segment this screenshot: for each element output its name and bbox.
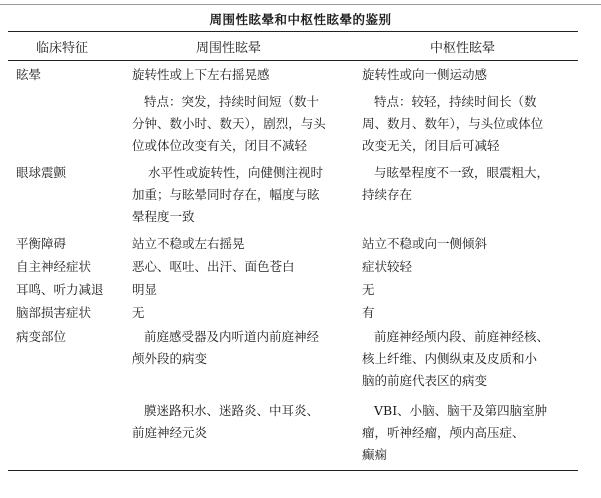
row-label-balance: 平衡障碍: [16, 236, 67, 251]
cell-causes-central-line2: 瘤，听神经瘤，颅内高压症、: [362, 425, 525, 440]
cell-lesion-central-line3: 脑的前庭代表区的病变: [362, 373, 488, 388]
cell-causes-central-line3: 癫痫: [362, 447, 388, 462]
cell-lesion-central-line2: 核上纤维、内侧纵束及皮质和小: [362, 351, 538, 366]
cell-brain-peripheral: 无: [132, 305, 145, 320]
row-label-nystagmus: 眼球震颤: [16, 165, 67, 180]
cell-autonomic-peripheral: 恶心、呕吐、出汗、面色苍白: [132, 259, 295, 274]
cell-nystagmus-peripheral-line1: 水平性或旋转性，向健侧注视时: [148, 165, 324, 180]
table-bottom-rule: [8, 470, 578, 471]
page-top-border: [0, 4, 601, 5]
cell-causes-peripheral-line1: 膜迷路积水、迷路炎、中耳炎、: [144, 403, 320, 418]
row-label-lesion: 病变部位: [16, 329, 67, 344]
row-label-autonomic: 自主神经症状: [16, 259, 92, 274]
cell-traits-central-line1: 特点：较轻，持续时间长（数: [374, 94, 537, 109]
cell-traits-central-line2: 周、数月、数年），与头位或体位: [362, 116, 544, 131]
cell-traits-central-line3: 改变无关，闭目后可减轻: [362, 138, 500, 153]
row-label-tinnitus: 耳鸣、听力减退: [16, 282, 104, 297]
header-central: 中枢性眩晕: [430, 41, 496, 56]
cell-nystagmus-peripheral-line2: 加重；与眩晕同时存在，幅度与眩: [132, 187, 320, 202]
table-title: 周围性眩晕和中枢性眩晕的鉴别: [209, 12, 392, 27]
cell-causes-peripheral-line2: 前庭神经元炎: [132, 425, 208, 440]
cell-traits-peripheral-line3: 位或体位改变有关，闭目不减轻: [132, 138, 308, 153]
header-rule: [8, 60, 578, 61]
cell-nystagmus-central-line1: 与眩晕程度不一致，眼震粗大，: [374, 165, 550, 180]
cell-balance-central: 站立不稳或向一侧倾斜: [362, 236, 488, 251]
cell-autonomic-central: 症状较轻: [362, 259, 413, 274]
row-label-brain: 脑部损害症状: [16, 305, 92, 320]
cell-brain-central: 有: [362, 305, 375, 320]
cell-traits-peripheral-line1: 特点：突发，持续时间短（数十: [144, 94, 320, 109]
row-label-vertigo: 眩晕: [16, 67, 42, 82]
cell-balance-peripheral: 站立不稳或左右摇晃: [132, 236, 245, 251]
cell-lesion-peripheral-line1: 前庭感受器及内听道内前庭神经: [144, 329, 320, 344]
cell-nystagmus-central-line2: 持续存在: [362, 187, 413, 202]
cell-nystagmus-peripheral-line3: 晕程度一致: [132, 209, 195, 224]
cell-tinnitus-central: 无: [362, 282, 375, 297]
table-top-rule: [8, 31, 578, 32]
cell-lesion-peripheral-line2: 颅外段的病变: [132, 351, 208, 366]
header-feature: 临床特征: [36, 41, 89, 56]
cell-traits-peripheral-line2: 分钟、数小时、数天），剧烈，与头: [132, 116, 326, 131]
cell-vertigo-central: 旋转性或向一侧运动感: [362, 67, 488, 82]
header-peripheral: 周围性眩晕: [196, 41, 262, 56]
cell-causes-central-line1: VBI、小脑、脑干及第四脑室肿: [374, 403, 548, 418]
cell-lesion-central-line1: 前庭神经颅内段、前庭神经核、: [374, 329, 550, 344]
cell-vertigo-peripheral: 旋转性或上下左右摇晃感: [132, 67, 270, 82]
cell-tinnitus-peripheral: 明显: [132, 282, 158, 297]
